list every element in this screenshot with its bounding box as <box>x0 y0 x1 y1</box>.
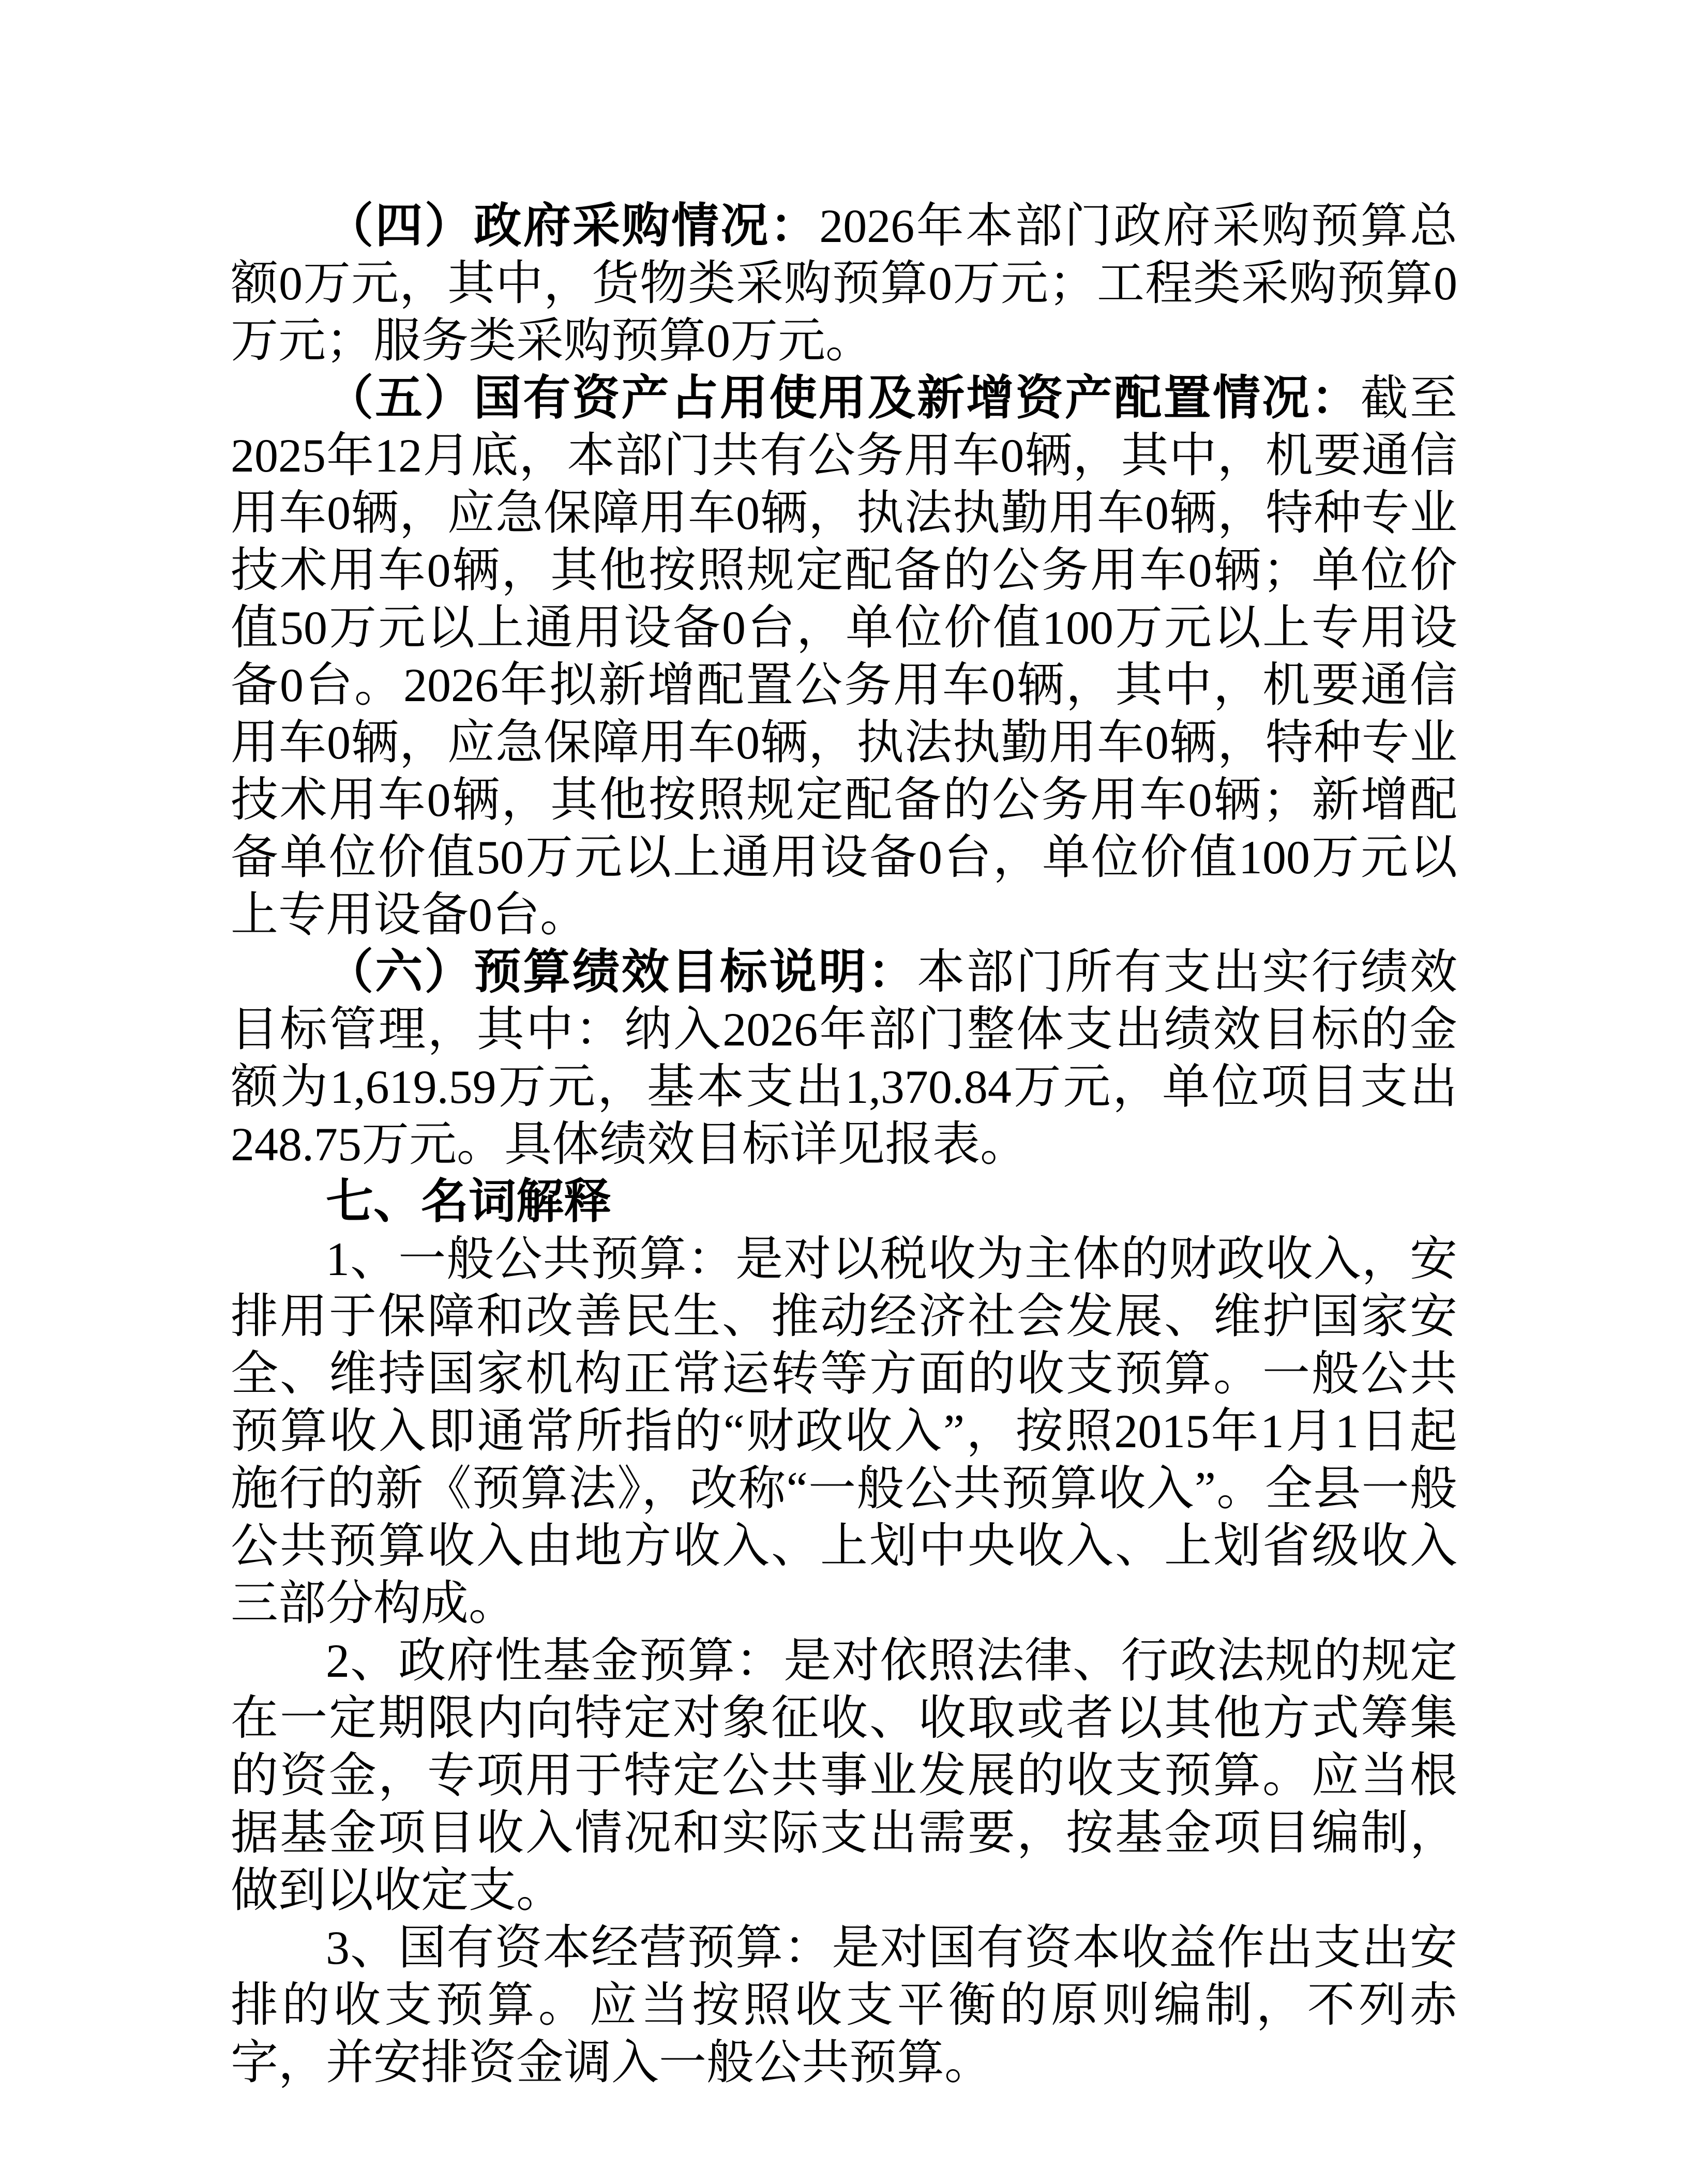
text-run: 本部门所有支出实行绩效目标管理，其中：纳入2026年部门整体支出绩效目标的金额为1,619.59万元，基本支出1,370.84万元，单位项目支出248.75万元。具体绩效目标详见报表。 <box>231 946 1457 1171</box>
para-government-funds-budget <box>231 1632 1457 1919</box>
text-run: 2、政府性基金预算：是对依照法律、行政法规的规定在一定期限内向特定对象征收、收取或者以其他方式筹集的资金，专项用于特定公共事业发展的收支预算。应当根据基金项目收入情况和实际支出需要，按基金项目编制，做到以收定支。 <box>231 1634 1457 1917</box>
document-text-block <box>231 198 1457 2091</box>
para-state-assets <box>231 370 1457 944</box>
para-state-capital-budget <box>231 1919 1457 2091</box>
text-run: 3、国有资本经营预算：是对国有资本收益作出支出安排的收支预算。应当按照收支平衡的原则编制，不列赤字，并安排资金调入一般公共预算。 <box>231 1921 1457 2089</box>
text-run: 2026年本部门政府采购预算总额0万元，其中，货物类采购预算0万元；工程类采购预算0万元；服务类采购预算0万元。 <box>231 200 1457 367</box>
para-gov-procurement <box>231 198 1457 370</box>
para-performance-targets <box>231 944 1457 1173</box>
text-run: 1、一般公共预算：是对以税收为主体的财政收入，安排用于保障和改善民生、推动经济社会发展、维护国家安全、维持国家机构正常运转等方面的收支预算。一般公共预算收入即通常所指的“财政收入”，按照2015年1月1日起施行的新《预算法》，改称“一般公共预算收入”。全县一般公共预算收入由地方收入、上划中央收入、上划省级收入三部分构成。 <box>231 1233 1457 1630</box>
heading-glossary <box>231 1173 1457 1231</box>
text-run-bold: 七、名词解释 <box>326 1175 612 1228</box>
text-run-bold: （四）政府采购情况： <box>326 200 820 252</box>
text-run-bold: （五）国有资产占用使用及新增资产配置情况： <box>326 372 1361 424</box>
text-run: 截至2025年12月底，本部门共有公务用车0辆，其中，机要通信用车0辆，应急保障用车0辆，执法执勤用车0辆，特种专业技术用车0辆，其他按照规定配备的公务用车0辆；单位价值50万元以上通用设备0台，单位价值100万元以上专用设备0台。2026年拟新增配置公务用车0辆，其中，机要通信用车0辆，应急保障用车0辆，执法执勤用车0辆，特种专业技术用车0辆，其他按照规定配备的公务用车0辆；新增配备单位价值50万元以上通用设备0台，单位价值100万元以上专用设备0台。 <box>231 372 1457 941</box>
text-run-bold: （六）预算绩效目标说明： <box>326 946 917 998</box>
para-general-public-budget <box>231 1231 1457 1632</box>
